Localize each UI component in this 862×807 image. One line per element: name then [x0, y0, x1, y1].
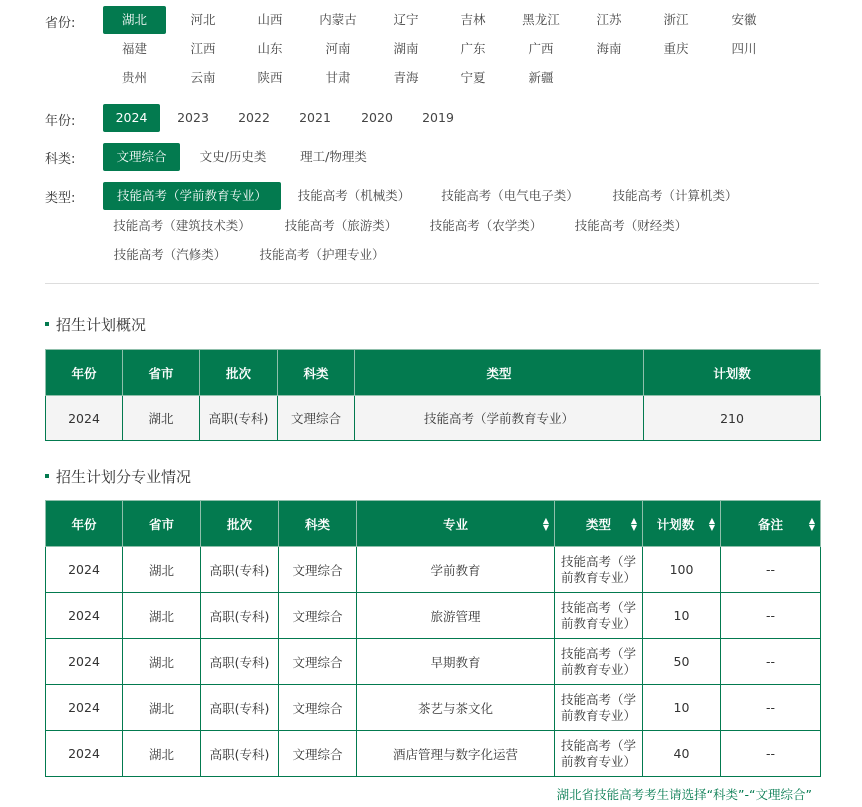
type-option[interactable]: 技能高考（建筑技术类）	[113, 218, 251, 233]
overview-header-batch: 批次	[200, 350, 278, 396]
province-option[interactable]: 甘肃	[325, 70, 351, 85]
cell-subject: 文理综合	[279, 593, 357, 639]
majors-header-batch: 批次	[201, 501, 279, 547]
cell-major: 早期教育	[357, 639, 555, 685]
cell-province: 湖北	[123, 593, 201, 639]
header-label: 专业	[442, 516, 468, 532]
cell-remark: --	[721, 593, 821, 639]
majors-header-plan[interactable]	[643, 501, 721, 547]
majors-table	[45, 500, 821, 777]
province-option[interactable]: 河南	[325, 41, 351, 56]
province-option[interactable]: 黑龙江	[522, 12, 560, 27]
type-option[interactable]: 技能高考（机械类）	[297, 188, 411, 203]
type-option[interactable]: 技能高考（电气电子类）	[441, 188, 579, 203]
overview-header-year: 年份	[46, 350, 123, 396]
type-option[interactable]: 技能高考（护理专业）	[259, 247, 385, 262]
province-option[interactable]: 湖北	[103, 6, 166, 34]
table-row	[46, 396, 821, 441]
cell-major: 茶艺与茶文化	[357, 685, 555, 731]
cell-type: 技能高考（学前教育专业）	[555, 731, 643, 777]
divider	[45, 283, 819, 284]
year-option[interactable]: 2019	[422, 110, 454, 125]
type-option[interactable]: 技能高考（学前教育专业）	[103, 182, 281, 210]
province-option[interactable]: 贵州	[121, 70, 147, 85]
province-option[interactable]: 山西	[257, 12, 283, 27]
year-option[interactable]: 2020	[361, 110, 393, 125]
majors-title-text: 招生计划分专业情况	[56, 468, 192, 486]
province-option[interactable]: 内蒙古	[319, 12, 357, 27]
province-option[interactable]: 新疆	[528, 70, 554, 85]
cell-type: 技能高考（学前教育专业）	[555, 685, 643, 731]
cell-plan: 10	[643, 593, 721, 639]
sort-icon[interactable]: ▲ ▼	[542, 515, 549, 532]
cell-plan: 40	[643, 731, 721, 777]
province-option[interactable]: 江苏	[596, 12, 622, 27]
year-option[interactable]: 2023	[177, 110, 209, 125]
cell-type: 技能高考（学前教育专业）	[555, 593, 643, 639]
cell-subject: 文理综合	[279, 731, 357, 777]
cell-major: 酒店管理与数字化运营	[357, 731, 555, 777]
cell-subject: 文理综合	[279, 685, 357, 731]
cell-type: 技能高考（学前教育专业）	[555, 547, 643, 593]
province-option[interactable]: 云南	[190, 70, 216, 85]
cell-year: 2024	[46, 685, 123, 731]
cell-batch: 高职(专科)	[200, 396, 278, 441]
footnote: 湖北省技能高考考生请选择“科类”-“文理综合”	[556, 787, 812, 802]
overview-section-title	[45, 314, 146, 335]
majors-header-major[interactable]	[357, 501, 555, 547]
header-label: 计划数	[656, 516, 695, 532]
overview-header-plan: 计划数	[644, 350, 821, 396]
province-option[interactable]: 陕西	[257, 70, 283, 85]
cell-remark: --	[721, 685, 821, 731]
subject-option[interactable]: 理工/物理类	[300, 149, 367, 164]
year-label: 年份:	[45, 114, 76, 129]
cell-subject: 文理综合	[278, 396, 355, 441]
overview-header-row	[46, 350, 821, 396]
cell-province: 湖北	[123, 731, 201, 777]
majors-header-subject: 科类	[279, 501, 357, 547]
cell-plan: 10	[643, 685, 721, 731]
cell-year: 2024	[46, 396, 123, 441]
cell-remark: --	[721, 731, 821, 777]
province-option[interactable]: 福建	[121, 41, 147, 56]
table-row	[46, 593, 821, 639]
cell-province: 湖北	[123, 396, 200, 441]
year-option[interactable]: 2024	[103, 104, 160, 132]
cell-year: 2024	[46, 731, 123, 777]
majors-header-province: 省市	[123, 501, 201, 547]
province-option[interactable]: 浙江	[663, 12, 689, 27]
type-label: 类型:	[45, 191, 76, 206]
overview-table	[45, 349, 821, 441]
province-option[interactable]: 湖南	[393, 41, 419, 56]
table-row	[46, 731, 821, 777]
cell-batch: 高职(专科)	[201, 731, 279, 777]
cell-type: 技能高考（学前教育专业）	[355, 396, 644, 441]
cell-major: 旅游管理	[357, 593, 555, 639]
sort-icon[interactable]: ▲ ▼	[630, 515, 637, 532]
subject-option[interactable]: 文史/历史类	[199, 149, 267, 164]
province-option[interactable]: 四川	[731, 41, 757, 56]
province-option[interactable]: 广东	[460, 41, 486, 56]
cell-type: 技能高考（学前教育专业）	[555, 639, 643, 685]
cell-batch: 高职(专科)	[201, 639, 279, 685]
sort-icon[interactable]: ▲ ▼	[708, 515, 715, 532]
type-option[interactable]: 技能高考（计算机类）	[612, 188, 738, 203]
subject-option[interactable]: 文理综合	[103, 143, 180, 171]
bullet-square-icon	[45, 322, 49, 326]
year-option[interactable]: 2021	[299, 110, 331, 125]
table-row	[46, 685, 821, 731]
type-option[interactable]: 技能高考（旅游类）	[284, 218, 398, 233]
province-option[interactable]: 广西	[528, 41, 554, 56]
province-label: 省份:	[45, 16, 76, 31]
cell-remark: --	[721, 547, 821, 593]
province-option[interactable]: 山东	[257, 41, 283, 56]
overview-header-type: 类型	[355, 350, 644, 396]
cell-subject: 文理综合	[279, 639, 357, 685]
province-option[interactable]: 青海	[393, 70, 419, 85]
cell-year: 2024	[46, 639, 123, 685]
subject-label: 科类:	[45, 152, 76, 167]
majors-header-row	[46, 501, 821, 547]
cell-year: 2024	[46, 547, 123, 593]
cell-plan: 100	[643, 547, 721, 593]
cell-batch: 高职(专科)	[201, 593, 279, 639]
province-option[interactable]: 吉林	[460, 12, 486, 27]
table-row	[46, 639, 821, 685]
overview-header-subject: 科类	[278, 350, 355, 396]
majors-section-title	[45, 466, 191, 487]
province-option[interactable]: 重庆	[663, 41, 689, 56]
province-option[interactable]: 海南	[596, 41, 622, 56]
province-option[interactable]: 辽宁	[393, 12, 419, 27]
year-option[interactable]: 2022	[238, 110, 270, 125]
overview-header-province: 省市	[123, 350, 200, 396]
cell-batch: 高职(专科)	[201, 685, 279, 731]
type-option[interactable]: 技能高考（汽修类）	[113, 247, 227, 262]
cell-batch: 高职(专科)	[201, 547, 279, 593]
header-label: 类型	[585, 516, 611, 532]
majors-header-type[interactable]	[555, 501, 643, 547]
cell-subject: 文理综合	[279, 547, 357, 593]
majors-header-year: 年份	[46, 501, 123, 547]
type-option[interactable]: 技能高考（财经类）	[574, 218, 688, 233]
province-option[interactable]: 江西	[190, 41, 216, 56]
province-option[interactable]: 安徽	[731, 12, 757, 27]
cell-province: 湖北	[123, 685, 201, 731]
cell-major: 学前教育	[357, 547, 555, 593]
cell-province: 湖北	[123, 547, 201, 593]
table-row	[46, 547, 821, 593]
type-option[interactable]: 技能高考（农学类）	[429, 218, 543, 233]
province-option[interactable]: 宁夏	[460, 70, 486, 85]
overview-title-text: 招生计划概况	[56, 316, 147, 334]
sort-icon[interactable]: ▲ ▼	[808, 515, 815, 532]
majors-header-remark[interactable]	[721, 501, 821, 547]
cell-province: 湖北	[123, 639, 201, 685]
header-label: 备注	[757, 516, 783, 532]
cell-plan: 50	[643, 639, 721, 685]
bullet-square-icon	[45, 474, 49, 478]
cell-remark: --	[721, 639, 821, 685]
cell-plan: 210	[644, 396, 821, 441]
province-option[interactable]: 河北	[190, 12, 216, 27]
cell-year: 2024	[46, 593, 123, 639]
